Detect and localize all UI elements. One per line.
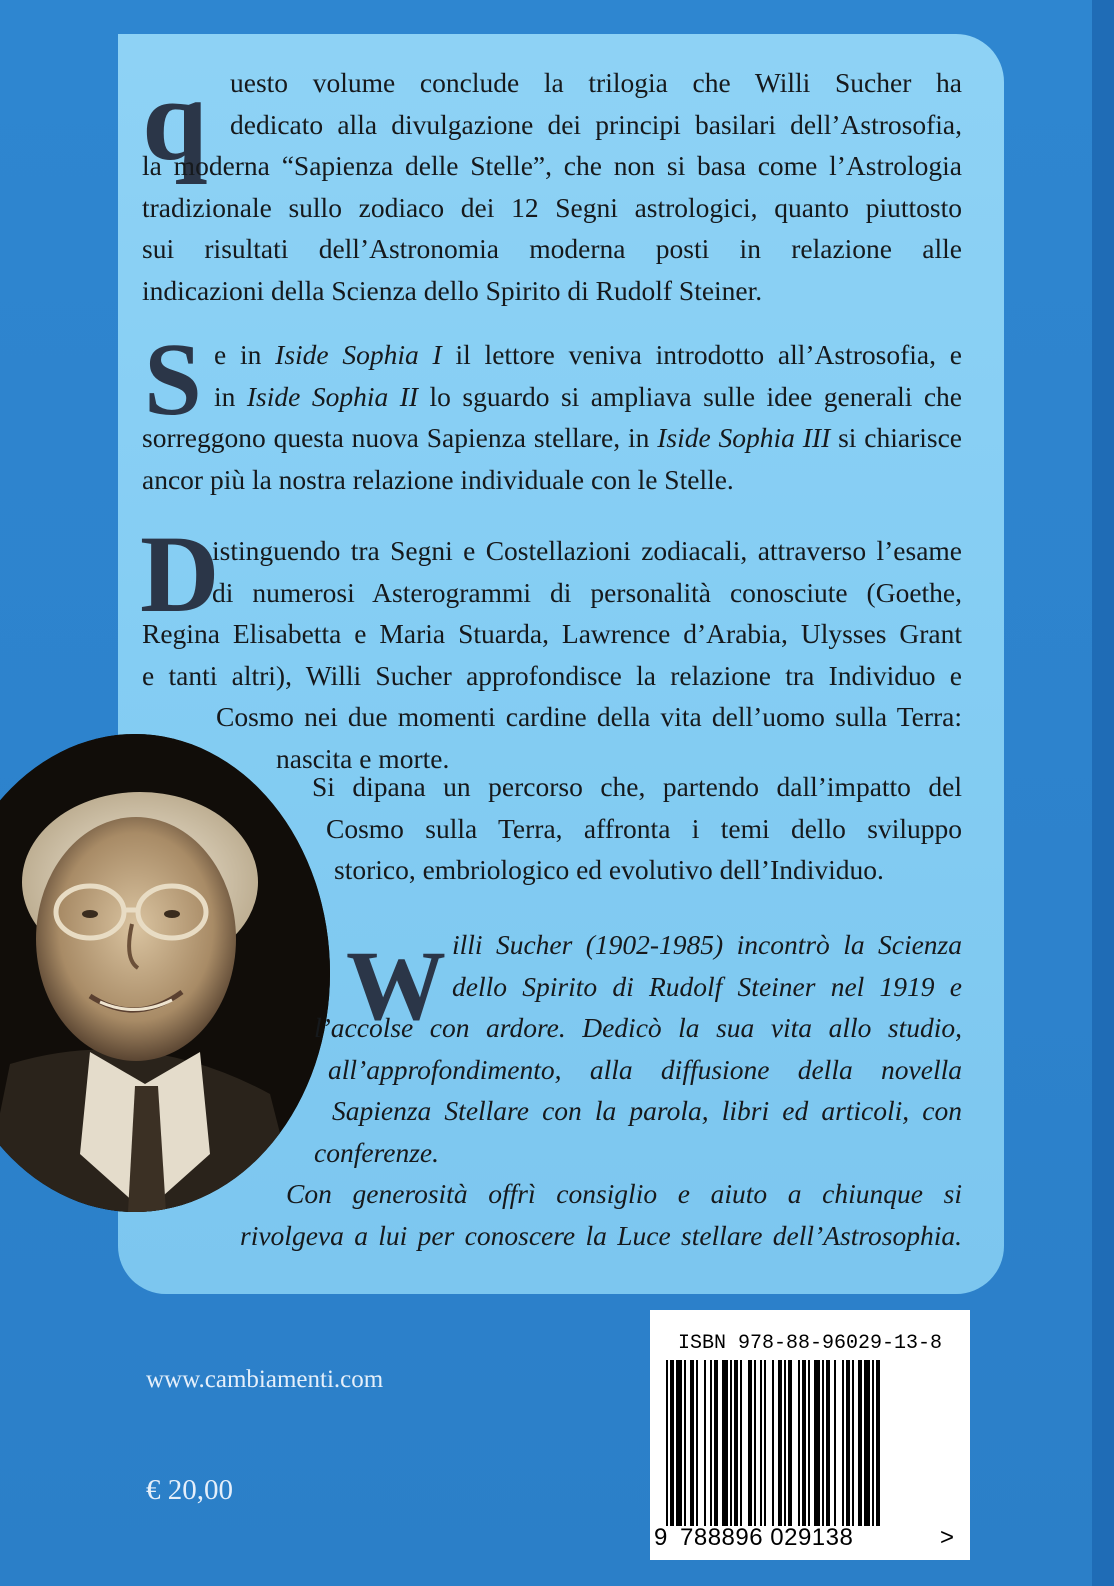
p1-line-5: sui risultati dell’Astronomia moderna posti in relazione alle [142,233,962,264]
isbn-number: ISBN 978-88-96029-13-8 [677,1332,943,1355]
barcode-bar [722,1360,728,1526]
book-title-1: Iside Sophia I [275,339,442,370]
p5-line-2: dello Spirito di Rudolf Steiner nel 1919 e [452,970,962,1002]
barcode-bar [734,1360,738,1526]
barcode-bars [666,1360,954,1526]
paragraph-percorso [312,766,962,891]
barcode-bar [864,1360,870,1526]
barcode-bar [710,1360,712,1526]
barcode-bar [826,1360,830,1526]
barcode-bar [822,1360,824,1526]
barcode-bar [690,1360,694,1526]
barcode-bar [784,1360,786,1526]
p4-line-3: storico, embriologico ed evolutivo dell’Individuo. [334,854,884,885]
barcode-bar [872,1360,874,1526]
paragraph-intro [142,54,962,311]
p5-line-8: rivolgeva a lui per conoscere la Luce stellare dell’Astrosophia. [240,1219,962,1251]
barcode-digit-groups: 788896 029138 [680,1524,854,1551]
p5-line-4: all’approfondimento, alla diffusione della novella [328,1053,962,1085]
barcode-bar [730,1360,732,1526]
barcode-bar [714,1360,718,1526]
p3-line-5: Cosmo nei due momenti cardine della vita dell’uomo sulla Terra: [216,701,962,732]
barcode-first-digit: 9 [654,1524,668,1551]
p5-line-7: Con generosità offrì consiglio e aiuto a chiunque si [286,1178,962,1209]
isbn-barcode [650,1310,970,1560]
publisher-website: www.cambiamenti.com [146,1366,384,1393]
p2-line-4: ancor più la nostra relazione individuale con le Stelle. [142,463,734,495]
dropcap-w: W [346,930,446,1041]
p3-line-1: istinguendo tra Segni e Costellazioni zodiacali, attraverso l’esame [212,535,962,566]
barcode-bar [754,1360,756,1526]
dropcap-q: q [142,54,208,185]
barcode-bar [772,1360,774,1526]
barcode-bar [778,1360,782,1526]
dropcap-s: S [144,322,202,437]
p1-line-6: indicazioni della Scienza dello Spirito di Rudolf Steiner. [142,274,763,306]
p2-line-3: sorreggono questa nuova Sapienza stellare, in Iside Sophia III si chiarisce [142,422,963,453]
barcode-bar [666,1360,668,1526]
barcode-bar [704,1360,706,1526]
barcode-bar [696,1360,698,1526]
barcode-bar [748,1360,752,1526]
barcode-bar [876,1360,880,1526]
p4-line-2: Cosmo sulla Terra, affronta i temi dello sviluppo [326,812,962,844]
p3-line-4: e tanti altri), Willi Sucher approfondisce la relazione tra Individuo e [142,659,962,691]
p5-line-5: Sapienza Stellare con la parola, libri ed articoli, con [332,1095,962,1126]
barcode-bar [676,1360,682,1526]
p3-line-6: nascita e morte. [276,742,450,774]
p1-line-2: dedicato alla divulgazione dei principi basilari dell’Astrosofia, [230,108,962,140]
p5-line-3: l’accolse con ardore. Dedicò la sua vita allo studio, [314,1012,962,1043]
paragraph-author-bio [240,924,962,1256]
price-label: € 20,00 [146,1474,233,1506]
p5-line-1: illi Sucher (1902-1985) incontrò la Scienza [452,929,962,960]
p3-line-2: di numerosi Asterogrammi di personalità conosciute (Goethe, [212,576,962,608]
p3-line-3: Regina Elisabetta e Maria Stuarda, Lawrence d’Arabia, Ulysses Grant [142,618,962,649]
barcode-bar [834,1360,836,1526]
spine-edge [1092,0,1114,1586]
paragraph-asterogrammi [142,530,962,779]
barcode-bar [670,1360,674,1526]
p1-line-3: la moderna “Sapienza delle Stelle”, che non si basa come l’Astrologia [142,150,962,181]
barcode-bar [846,1360,850,1526]
barcode-bar [852,1360,854,1526]
barcode-bar [842,1360,844,1526]
p4-line-1: Si dipana un percorso che, partendo dall’impatto del [312,771,962,802]
barcode-bar [740,1360,742,1526]
barcode-bar [802,1360,806,1526]
p2-line-1: e in Iside Sophia I il lettore veniva introdotto all’Astrosofia, e [214,339,962,370]
barcode-bar [788,1360,792,1526]
book-title-2: Iside Sophia II [246,380,419,412]
paragraph-iside-sophia [142,334,962,500]
barcode-bar [760,1360,762,1526]
p2-line-2: in Iside Sophia II lo sguardo si ampliava sulle idee generali che [214,380,963,412]
p1-line-4: tradizionale sullo zodiaco dei 12 Segni astrologici, quanto piuttosto [142,191,962,223]
barcode-bar [808,1360,810,1526]
barcode-bar [764,1360,766,1526]
dropcap-d: D [140,513,220,635]
barcode-bar [858,1360,862,1526]
p1-line-1: uesto volume conclude la trilogia che Willi Sucher ha [230,67,962,98]
p5-line-6: conferenze. [314,1136,439,1168]
barcode-bar [798,1360,800,1526]
book-title-3: Iside Sophia III [657,422,831,453]
barcode-bar [814,1360,820,1526]
barcode-bar [684,1360,686,1526]
barcode-end-mark: > [940,1524,955,1551]
